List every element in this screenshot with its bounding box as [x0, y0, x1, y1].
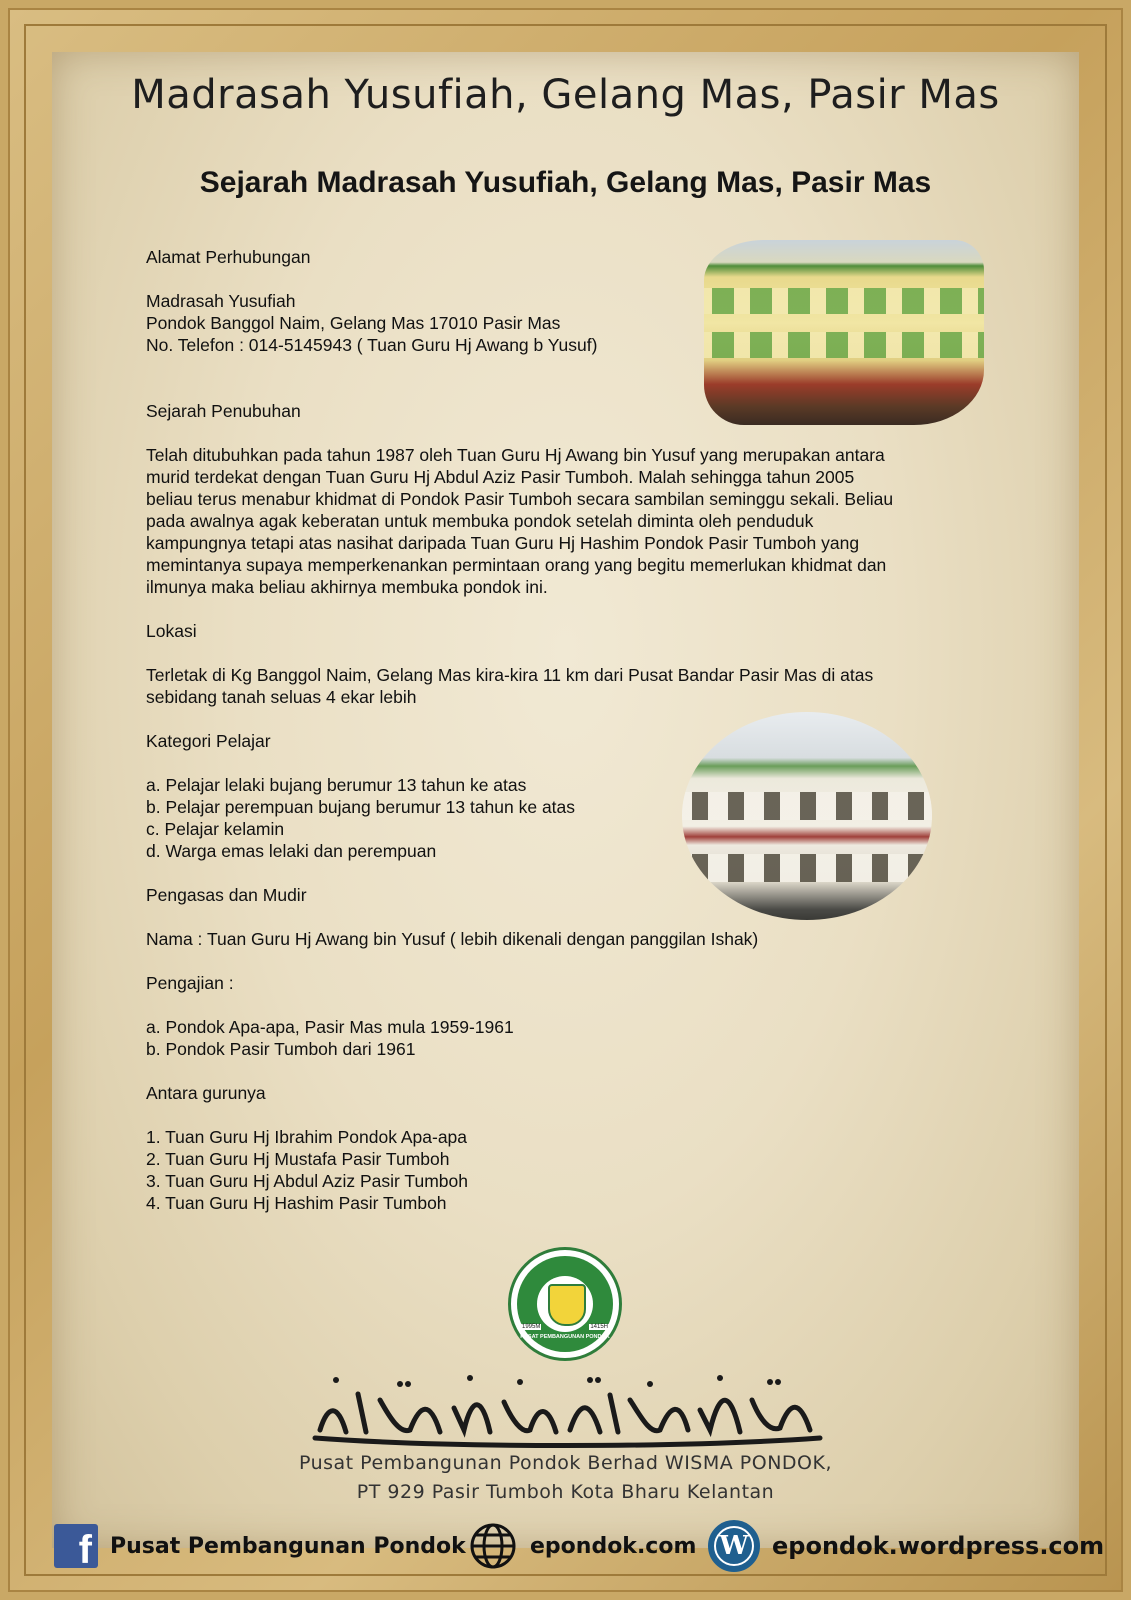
main-content: [146, 246, 1016, 1214]
history-line: murid terdekat dengan Tuan Guru Hj Abdul Aziz Pasir Tumboh. Malah sehingga tahun 2005: [146, 467, 855, 487]
history-line: ilmunya maka beliau akhirnya membuka pondok ini.: [146, 577, 548, 597]
founder-name: Nama : Tuan Guru Hj Awang bin Yusuf ( lebih dikenali dengan panggilan Ishak): [146, 929, 759, 949]
wordpress-label: epondok.wordpress.com: [772, 1532, 1105, 1560]
contact-line: Madrasah Yusufiah: [146, 291, 296, 311]
contact-heading: Alamat Perhubungan: [146, 247, 311, 267]
students-heading: Kategori Pelajar: [146, 731, 271, 751]
history-heading: Sejarah Penubuhan: [146, 401, 301, 421]
location-heading: Lokasi: [146, 621, 197, 641]
wordpress-link[interactable]: [708, 1520, 1104, 1572]
location-line: Terletak di Kg Banggol Naim, Gelang Mas kira-kira 11 km dari Pusat Bandar Pasir Mas di atas: [146, 665, 874, 685]
facebook-link[interactable]: [54, 1520, 466, 1572]
website-label: epondok.com: [530, 1533, 697, 1559]
teachers-heading: Antara gurunya: [146, 1083, 266, 1103]
organization-logo: [508, 1247, 622, 1361]
list-item: 2. Tuan Guru Hj Mustafa Pasir Tumboh: [146, 1149, 450, 1169]
globe-icon: [468, 1521, 518, 1571]
history-line: pada awalnya agak keberatan untuk membuka pondok setelah diminta oleh penduduk: [146, 511, 814, 531]
list-item: a. Pelajar lelaki bujang berumur 13 tahun ke atas: [146, 775, 527, 795]
shield-icon: [548, 1284, 586, 1326]
list-item: b. Pelajar perempuan bujang berumur 13 tahun ke atas: [146, 797, 576, 817]
founder-heading: Pengasas dan Mudir: [146, 885, 307, 905]
list-item: 3. Tuan Guru Hj Abdul Aziz Pasir Tumboh: [146, 1171, 468, 1191]
logo-ring-text: PUSAT PEMBANGUNAN PONDOK: [520, 1334, 610, 1340]
list-item: a. Pondok Apa-apa, Pasir Mas mula 1959-1961: [146, 1017, 514, 1037]
list-item: b. Pondok Pasir Tumboh dari 1961: [146, 1039, 416, 1059]
address-line-1: Pusat Pembangunan Pondok Berhad WISMA PONDOK,: [298, 1452, 833, 1474]
address-line-2: PT 929 Pasir Tumboh Kota Bharu Kelantan: [356, 1481, 775, 1503]
arabic-calligraphy-logo: [300, 1360, 830, 1450]
facebook-icon: f: [54, 1524, 98, 1568]
logo-year-left: 1995M: [522, 1324, 541, 1330]
list-item: d. Warga emas lelaki dan perempuan: [146, 841, 437, 861]
page-title: Madrasah Yusufiah, Gelang Mas, Pasir Mas: [131, 72, 1000, 118]
studies-heading: Pengajian :: [146, 973, 234, 993]
page-subtitle: Sejarah Madrasah Yusufiah, Gelang Mas, Pasir Mas: [199, 166, 932, 199]
history-line: Telah ditubuhkan pada tahun 1987 oleh Tuan Guru Hj Awang bin Yusuf yang merupakan antara: [146, 445, 885, 465]
location-line: sebidang tanah seluas 4 ekar lebih: [146, 687, 417, 707]
website-link[interactable]: [468, 1520, 696, 1572]
facebook-label: Pusat Pembangunan Pondok: [110, 1533, 466, 1559]
history-line: beliau terus menabur khidmat di Pondok Pasir Tumboh secara sambilan seminggu sekali. Beliau: [146, 489, 894, 509]
list-item: 4. Tuan Guru Hj Hashim Pasir Tumboh: [146, 1193, 447, 1213]
logo-year-right: 1415H: [590, 1324, 608, 1330]
history-line: memintanya supaya memperkenankan permintaan orang yang begitu memerlukan khidmat dan: [146, 555, 887, 575]
list-item: 1. Tuan Guru Hj Ibrahim Pondok Apa-apa: [146, 1127, 468, 1147]
history-line: kampungnya tetapi atas nasihat daripada Tuan Guru Hj Hashim Pondok Pasir Tumboh yang: [146, 533, 860, 553]
contact-line: No. Telefon : 014-5145943 ( Tuan Guru Hj Awang b Yusuf): [146, 335, 598, 355]
list-item: c. Pelajar kelamin: [146, 819, 285, 839]
wordpress-icon: W: [708, 1520, 760, 1572]
contact-line: Pondok Banggol Naim, Gelang Mas 17010 Pasir Mas: [146, 313, 561, 333]
